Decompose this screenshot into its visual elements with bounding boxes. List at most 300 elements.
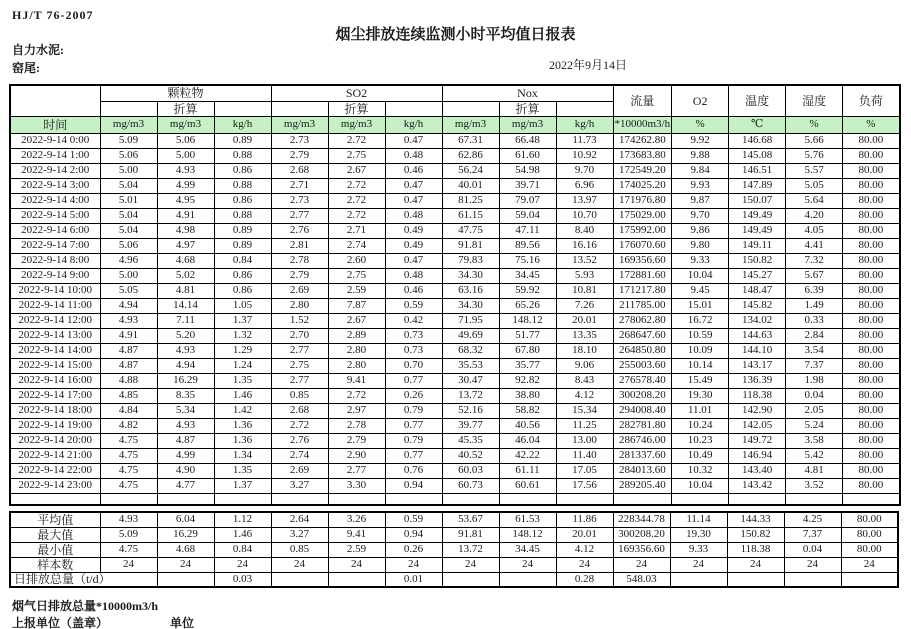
value-cell: 5.00 bbox=[157, 148, 214, 163]
value-cell: 175029.00 bbox=[613, 208, 672, 223]
value-cell: 80.00 bbox=[843, 463, 900, 478]
empty-cell bbox=[556, 493, 613, 505]
value-cell: 4.99 bbox=[157, 178, 214, 193]
value-cell: 9.70 bbox=[556, 163, 613, 178]
value-cell: 51.77 bbox=[499, 328, 556, 343]
value-cell: 80.00 bbox=[843, 223, 900, 238]
value-cell: 8.43 bbox=[556, 373, 613, 388]
value-cell: 146.68 bbox=[729, 133, 786, 148]
value-cell: 7.11 bbox=[157, 313, 214, 328]
value-cell: 4.93 bbox=[157, 163, 214, 178]
value-cell: 1.32 bbox=[214, 328, 271, 343]
unit-header: % bbox=[843, 116, 900, 133]
time-cell: 2022-9-14 16:00 bbox=[10, 373, 100, 388]
value-cell: 79.83 bbox=[442, 253, 499, 268]
value-cell: 13.00 bbox=[556, 433, 613, 448]
value-cell: 0.73 bbox=[385, 343, 442, 358]
summary-value-cell: 4.75 bbox=[100, 542, 157, 557]
summary-value-cell: 2.64 bbox=[271, 512, 328, 527]
value-cell: 39.77 bbox=[442, 418, 499, 433]
summary-label-cell: 平均值 bbox=[10, 512, 100, 527]
table-row bbox=[10, 238, 900, 253]
hourly-data-table bbox=[9, 84, 901, 506]
empty-cell bbox=[214, 493, 271, 505]
value-cell: 5.76 bbox=[786, 148, 843, 163]
summary-value-cell: 0.04 bbox=[784, 542, 841, 557]
value-cell: 34.45 bbox=[499, 268, 556, 283]
value-cell: 0.46 bbox=[385, 163, 442, 178]
value-cell: 2.69 bbox=[271, 463, 328, 478]
value-cell: 9.45 bbox=[672, 283, 729, 298]
summary-row bbox=[10, 512, 898, 527]
value-cell: 80.00 bbox=[843, 298, 900, 313]
value-cell: 80.00 bbox=[843, 418, 900, 433]
table-row bbox=[10, 298, 900, 313]
value-cell: 5.67 bbox=[786, 268, 843, 283]
value-cell: 2.68 bbox=[271, 163, 328, 178]
summary-value-cell: 144.33 bbox=[727, 512, 784, 527]
table-row bbox=[10, 358, 900, 373]
summary-table bbox=[9, 511, 899, 588]
summary-value-cell bbox=[442, 572, 499, 587]
summary-value-cell: 24 bbox=[100, 557, 157, 572]
summary-value-cell: 24 bbox=[328, 557, 385, 572]
value-cell: 284013.60 bbox=[613, 463, 672, 478]
summary-value-cell: 0.59 bbox=[385, 512, 442, 527]
value-cell: 80.00 bbox=[843, 253, 900, 268]
value-cell: 2.84 bbox=[786, 328, 843, 343]
summary-value-cell: 7.37 bbox=[784, 527, 841, 542]
value-cell: 264850.80 bbox=[613, 343, 672, 358]
value-cell: 5.66 bbox=[786, 133, 843, 148]
value-cell: 66.48 bbox=[499, 133, 556, 148]
value-cell: 148.47 bbox=[729, 283, 786, 298]
value-cell: 2.70 bbox=[271, 328, 328, 343]
value-cell: 4.20 bbox=[786, 208, 843, 223]
summary-value-cell: 24 bbox=[841, 557, 898, 572]
empty-cell bbox=[328, 493, 385, 505]
summary-value-cell: 0.26 bbox=[385, 542, 442, 557]
value-cell: 80.00 bbox=[843, 178, 900, 193]
value-cell: 0.04 bbox=[786, 388, 843, 403]
unit-header: mg/m3 bbox=[100, 116, 157, 133]
value-cell: 2.80 bbox=[271, 298, 328, 313]
summary-value-cell: 24 bbox=[271, 557, 328, 572]
value-cell: 0.46 bbox=[385, 283, 442, 298]
summary-value-cell: 0.01 bbox=[385, 572, 442, 587]
value-cell: 62.86 bbox=[442, 148, 499, 163]
value-cell: 15.49 bbox=[672, 373, 729, 388]
value-cell: 2.72 bbox=[328, 208, 385, 223]
value-cell: 59.04 bbox=[499, 208, 556, 223]
summary-value-cell: 118.38 bbox=[727, 542, 784, 557]
column-header-flow: 流量 bbox=[613, 85, 672, 116]
value-cell: 294008.40 bbox=[613, 403, 672, 418]
empty-cell bbox=[613, 493, 672, 505]
value-cell: 0.47 bbox=[385, 193, 442, 208]
value-cell: 5.00 bbox=[100, 268, 157, 283]
value-cell: 1.29 bbox=[214, 343, 271, 358]
value-cell: 1.24 bbox=[214, 358, 271, 373]
value-cell: 211785.00 bbox=[613, 298, 672, 313]
summary-value-cell: 0.84 bbox=[214, 542, 271, 557]
value-cell: 13.35 bbox=[556, 328, 613, 343]
value-cell: 0.48 bbox=[385, 208, 442, 223]
value-cell: 5.24 bbox=[786, 418, 843, 433]
value-cell: 3.58 bbox=[786, 433, 843, 448]
value-cell: 0.59 bbox=[385, 298, 442, 313]
value-cell: 4.97 bbox=[157, 238, 214, 253]
time-cell: 2022-9-14 21:00 bbox=[10, 448, 100, 463]
value-cell: 0.88 bbox=[214, 208, 271, 223]
value-cell: 17.05 bbox=[556, 463, 613, 478]
table-row bbox=[10, 328, 900, 343]
value-cell: 10.59 bbox=[672, 328, 729, 343]
column-header-humidity: 湿度 bbox=[786, 85, 843, 116]
unit-header: mg/m3 bbox=[328, 116, 385, 133]
time-cell: 2022-9-14 5:00 bbox=[10, 208, 100, 223]
value-cell: 2.73 bbox=[271, 133, 328, 148]
time-cell: 2022-9-14 11:00 bbox=[10, 298, 100, 313]
value-cell: 80.00 bbox=[843, 163, 900, 178]
value-cell: 10.70 bbox=[556, 208, 613, 223]
value-cell: 0.86 bbox=[214, 283, 271, 298]
value-cell: 2.75 bbox=[328, 148, 385, 163]
summary-value-cell: 9.33 bbox=[670, 542, 727, 557]
unit-header: *10000m3/h bbox=[613, 116, 672, 133]
unit-header-row bbox=[10, 116, 900, 133]
time-cell: 2022-9-14 3:00 bbox=[10, 178, 100, 193]
company-label: 自力水泥: bbox=[12, 43, 64, 57]
time-cell: 2022-9-14 18:00 bbox=[10, 403, 100, 418]
summary-label-cell: 日排放总量（t/d） bbox=[10, 572, 157, 587]
value-cell: 40.56 bbox=[499, 418, 556, 433]
value-cell: 146.94 bbox=[729, 448, 786, 463]
value-cell: 19.30 bbox=[672, 388, 729, 403]
value-cell: 65.26 bbox=[499, 298, 556, 313]
value-cell: 80.00 bbox=[843, 313, 900, 328]
value-cell: 2.76 bbox=[271, 223, 328, 238]
time-cell: 2022-9-14 10:00 bbox=[10, 283, 100, 298]
empty-cell bbox=[729, 493, 786, 505]
value-cell: 2.72 bbox=[328, 178, 385, 193]
time-cell: 2022-9-14 2:00 bbox=[10, 163, 100, 178]
value-cell: 5.09 bbox=[100, 133, 157, 148]
value-cell: 2.72 bbox=[328, 193, 385, 208]
value-cell: 9.93 bbox=[672, 178, 729, 193]
value-cell: 8.35 bbox=[157, 388, 214, 403]
time-cell: 2022-9-14 12:00 bbox=[10, 313, 100, 328]
value-cell: 0.48 bbox=[385, 268, 442, 283]
blank-header-cell bbox=[100, 101, 157, 116]
value-cell: 4.81 bbox=[157, 283, 214, 298]
value-cell: 300208.20 bbox=[613, 388, 672, 403]
value-cell: 67.80 bbox=[499, 343, 556, 358]
value-cell: 10.04 bbox=[672, 478, 729, 493]
value-cell: 1.36 bbox=[214, 418, 271, 433]
value-cell: 4.90 bbox=[157, 463, 214, 478]
value-cell: 5.04 bbox=[100, 178, 157, 193]
page-title: 烟尘排放连续监测小时平均值日报表 bbox=[335, 27, 576, 43]
value-cell: 0.49 bbox=[385, 238, 442, 253]
summary-value-cell: 19.30 bbox=[670, 527, 727, 542]
summary-value-cell: 4.25 bbox=[784, 512, 841, 527]
column-header-temperature: 温度 bbox=[729, 85, 786, 116]
value-cell: 10.92 bbox=[556, 148, 613, 163]
time-column-header: 时间 bbox=[10, 116, 100, 133]
value-cell: 46.04 bbox=[499, 433, 556, 448]
value-cell: 80.00 bbox=[843, 343, 900, 358]
value-cell: 149.49 bbox=[729, 223, 786, 238]
value-cell: 80.00 bbox=[843, 478, 900, 493]
value-cell: 15.34 bbox=[556, 403, 613, 418]
empty-cell bbox=[843, 493, 900, 505]
value-cell: 143.17 bbox=[729, 358, 786, 373]
value-cell: 1.34 bbox=[214, 448, 271, 463]
value-cell: 2.75 bbox=[328, 268, 385, 283]
report-date: 2022年9月14日 bbox=[548, 58, 627, 72]
value-cell: 4.41 bbox=[786, 238, 843, 253]
time-cell: 2022-9-14 14:00 bbox=[10, 343, 100, 358]
value-cell: 42.22 bbox=[499, 448, 556, 463]
summary-value-cell: 80.00 bbox=[841, 512, 898, 527]
value-cell: 80.00 bbox=[843, 433, 900, 448]
value-cell: 2.72 bbox=[271, 418, 328, 433]
converted-header: 折算 bbox=[499, 101, 556, 116]
value-cell: 10.81 bbox=[556, 283, 613, 298]
summary-value-cell: 20.01 bbox=[556, 527, 613, 542]
value-cell: 80.00 bbox=[843, 448, 900, 463]
value-cell: 9.33 bbox=[672, 253, 729, 268]
time-cell: 2022-9-14 20:00 bbox=[10, 433, 100, 448]
value-cell: 13.72 bbox=[442, 388, 499, 403]
value-cell: 1.42 bbox=[214, 403, 271, 418]
value-cell: 14.14 bbox=[157, 298, 214, 313]
value-cell: 40.52 bbox=[442, 448, 499, 463]
value-cell: 145.08 bbox=[729, 148, 786, 163]
summary-value-cell bbox=[271, 572, 328, 587]
value-cell: 67.31 bbox=[442, 133, 499, 148]
value-cell: 2.60 bbox=[328, 253, 385, 268]
table-body bbox=[10, 133, 900, 505]
value-cell: 4.88 bbox=[100, 373, 157, 388]
summary-value-cell: 24 bbox=[784, 557, 841, 572]
summary-row bbox=[10, 527, 898, 542]
empty-cell bbox=[786, 493, 843, 505]
value-cell: 0.86 bbox=[214, 163, 271, 178]
value-cell: 134.02 bbox=[729, 313, 786, 328]
value-cell: 10.09 bbox=[672, 343, 729, 358]
summary-value-cell: 0.85 bbox=[271, 542, 328, 557]
value-cell: 0.88 bbox=[214, 178, 271, 193]
value-cell: 145.27 bbox=[729, 268, 786, 283]
summary-value-cell: 300208.20 bbox=[613, 527, 670, 542]
summary-value-cell: 1.46 bbox=[214, 527, 271, 542]
value-cell: 149.49 bbox=[729, 208, 786, 223]
summary-value-cell: 4.93 bbox=[100, 512, 157, 527]
value-cell: 5.20 bbox=[157, 328, 214, 343]
value-cell: 278062.80 bbox=[613, 313, 672, 328]
value-cell: 4.75 bbox=[100, 463, 157, 478]
summary-value-cell bbox=[727, 572, 784, 587]
value-cell: 0.49 bbox=[385, 223, 442, 238]
value-cell: 60.73 bbox=[442, 478, 499, 493]
summary-value-cell: 11.14 bbox=[670, 512, 727, 527]
value-cell: 0.94 bbox=[385, 478, 442, 493]
empty-cell bbox=[385, 493, 442, 505]
value-cell: 174025.20 bbox=[613, 178, 672, 193]
summary-value-cell: 91.81 bbox=[442, 527, 499, 542]
value-cell: 0.85 bbox=[271, 388, 328, 403]
value-cell: 0.33 bbox=[786, 313, 843, 328]
value-cell: 9.87 bbox=[672, 193, 729, 208]
summary-value-cell: 4.12 bbox=[556, 542, 613, 557]
value-cell: 75.16 bbox=[499, 253, 556, 268]
value-cell: 4.84 bbox=[100, 403, 157, 418]
value-cell: 172881.60 bbox=[613, 268, 672, 283]
value-cell: 58.82 bbox=[499, 403, 556, 418]
value-cell: 147.89 bbox=[729, 178, 786, 193]
value-cell: 80.00 bbox=[843, 388, 900, 403]
value-cell: 7.87 bbox=[328, 298, 385, 313]
summary-value-cell bbox=[841, 572, 898, 587]
value-cell: 171217.80 bbox=[613, 283, 672, 298]
blank-header-cell bbox=[556, 101, 613, 116]
value-cell: 3.30 bbox=[328, 478, 385, 493]
summary-value-cell: 24 bbox=[442, 557, 499, 572]
summary-value-cell: 4.68 bbox=[157, 542, 214, 557]
value-cell: 173683.80 bbox=[613, 148, 672, 163]
time-cell: 2022-9-14 6:00 bbox=[10, 223, 100, 238]
summary-value-cell bbox=[784, 572, 841, 587]
value-cell: 2.78 bbox=[328, 418, 385, 433]
time-cell: 2022-9-14 0:00 bbox=[10, 133, 100, 148]
value-cell: 4.75 bbox=[100, 433, 157, 448]
value-cell: 49.69 bbox=[442, 328, 499, 343]
converted-header: 折算 bbox=[328, 101, 385, 116]
value-cell: 149.11 bbox=[729, 238, 786, 253]
value-cell: 9.70 bbox=[672, 208, 729, 223]
group-header-nox: Nox bbox=[442, 85, 613, 101]
value-cell: 276578.40 bbox=[613, 373, 672, 388]
summary-row bbox=[10, 557, 898, 572]
value-cell: 10.24 bbox=[672, 418, 729, 433]
value-cell: 80.00 bbox=[843, 283, 900, 298]
column-header-load: 负荷 bbox=[843, 85, 900, 116]
summary-value-cell: 3.27 bbox=[271, 527, 328, 542]
value-cell: 59.92 bbox=[499, 283, 556, 298]
value-cell: 16.72 bbox=[672, 313, 729, 328]
time-cell: 2022-9-14 9:00 bbox=[10, 268, 100, 283]
table-row bbox=[10, 268, 900, 283]
value-cell: 5.02 bbox=[157, 268, 214, 283]
summary-label-cell: 最小值 bbox=[10, 542, 100, 557]
value-cell: 143.40 bbox=[729, 463, 786, 478]
value-cell: 150.07 bbox=[729, 193, 786, 208]
standard-code: HJ/T 76-2007 bbox=[12, 8, 94, 22]
table-row bbox=[10, 448, 900, 463]
value-cell: 150.82 bbox=[729, 253, 786, 268]
value-cell: 5.01 bbox=[100, 193, 157, 208]
value-cell: 80.00 bbox=[843, 208, 900, 223]
value-cell: 286746.00 bbox=[613, 433, 672, 448]
value-cell: 9.06 bbox=[556, 358, 613, 373]
value-cell: 0.70 bbox=[385, 358, 442, 373]
value-cell: 4.93 bbox=[157, 418, 214, 433]
value-cell: 289205.40 bbox=[613, 478, 672, 493]
value-cell: 0.77 bbox=[385, 373, 442, 388]
value-cell: 5.42 bbox=[786, 448, 843, 463]
value-cell: 142.90 bbox=[729, 403, 786, 418]
summary-value-cell: 0.03 bbox=[214, 572, 271, 587]
value-cell: 144.63 bbox=[729, 328, 786, 343]
value-cell: 0.77 bbox=[385, 418, 442, 433]
value-cell: 176070.60 bbox=[613, 238, 672, 253]
summary-value-cell: 16.29 bbox=[157, 527, 214, 542]
value-cell: 4.94 bbox=[157, 358, 214, 373]
value-cell: 80.00 bbox=[843, 238, 900, 253]
value-cell: 0.79 bbox=[385, 403, 442, 418]
value-cell: 4.12 bbox=[556, 388, 613, 403]
value-cell: 142.05 bbox=[729, 418, 786, 433]
value-cell: 2.68 bbox=[271, 403, 328, 418]
unit-header: % bbox=[786, 116, 843, 133]
value-cell: 1.37 bbox=[214, 313, 271, 328]
group-header-row bbox=[10, 85, 900, 101]
value-cell: 9.80 bbox=[672, 238, 729, 253]
value-cell: 3.27 bbox=[271, 478, 328, 493]
value-cell: 144.10 bbox=[729, 343, 786, 358]
value-cell: 2.67 bbox=[328, 313, 385, 328]
value-cell: 1.36 bbox=[214, 433, 271, 448]
time-header-spacer bbox=[10, 85, 100, 116]
value-cell: 2.67 bbox=[328, 163, 385, 178]
value-cell: 16.16 bbox=[556, 238, 613, 253]
value-cell: 54.98 bbox=[499, 163, 556, 178]
value-cell: 2.75 bbox=[271, 358, 328, 373]
value-cell: 5.04 bbox=[100, 223, 157, 238]
unit-header: kg/h bbox=[556, 116, 613, 133]
value-cell: 4.96 bbox=[100, 253, 157, 268]
value-cell: 79.07 bbox=[499, 193, 556, 208]
unit-header: mg/m3 bbox=[157, 116, 214, 133]
summary-value-cell: 6.04 bbox=[157, 512, 214, 527]
value-cell: 11.01 bbox=[672, 403, 729, 418]
value-cell: 10.23 bbox=[672, 433, 729, 448]
value-cell: 17.56 bbox=[556, 478, 613, 493]
summary-value-cell: 53.67 bbox=[442, 512, 499, 527]
summary-value-cell: 80.00 bbox=[841, 542, 898, 557]
value-cell: 0.77 bbox=[385, 448, 442, 463]
value-cell: 2.77 bbox=[271, 373, 328, 388]
summary-value-cell: 13.72 bbox=[442, 542, 499, 557]
value-cell: 1.35 bbox=[214, 463, 271, 478]
value-cell: 1.52 bbox=[271, 313, 328, 328]
table-row bbox=[10, 478, 900, 493]
table-row bbox=[10, 433, 900, 448]
unit-header: kg/h bbox=[214, 116, 271, 133]
value-cell: 149.72 bbox=[729, 433, 786, 448]
value-cell: 4.99 bbox=[157, 448, 214, 463]
table-row bbox=[10, 133, 900, 148]
value-cell: 81.25 bbox=[442, 193, 499, 208]
summary-value-cell: 169356.60 bbox=[613, 542, 670, 557]
value-cell: 10.14 bbox=[672, 358, 729, 373]
value-cell: 5.34 bbox=[157, 403, 214, 418]
kiln-label: 窑尾: bbox=[12, 61, 40, 75]
value-cell: 18.10 bbox=[556, 343, 613, 358]
value-cell: 0.47 bbox=[385, 253, 442, 268]
